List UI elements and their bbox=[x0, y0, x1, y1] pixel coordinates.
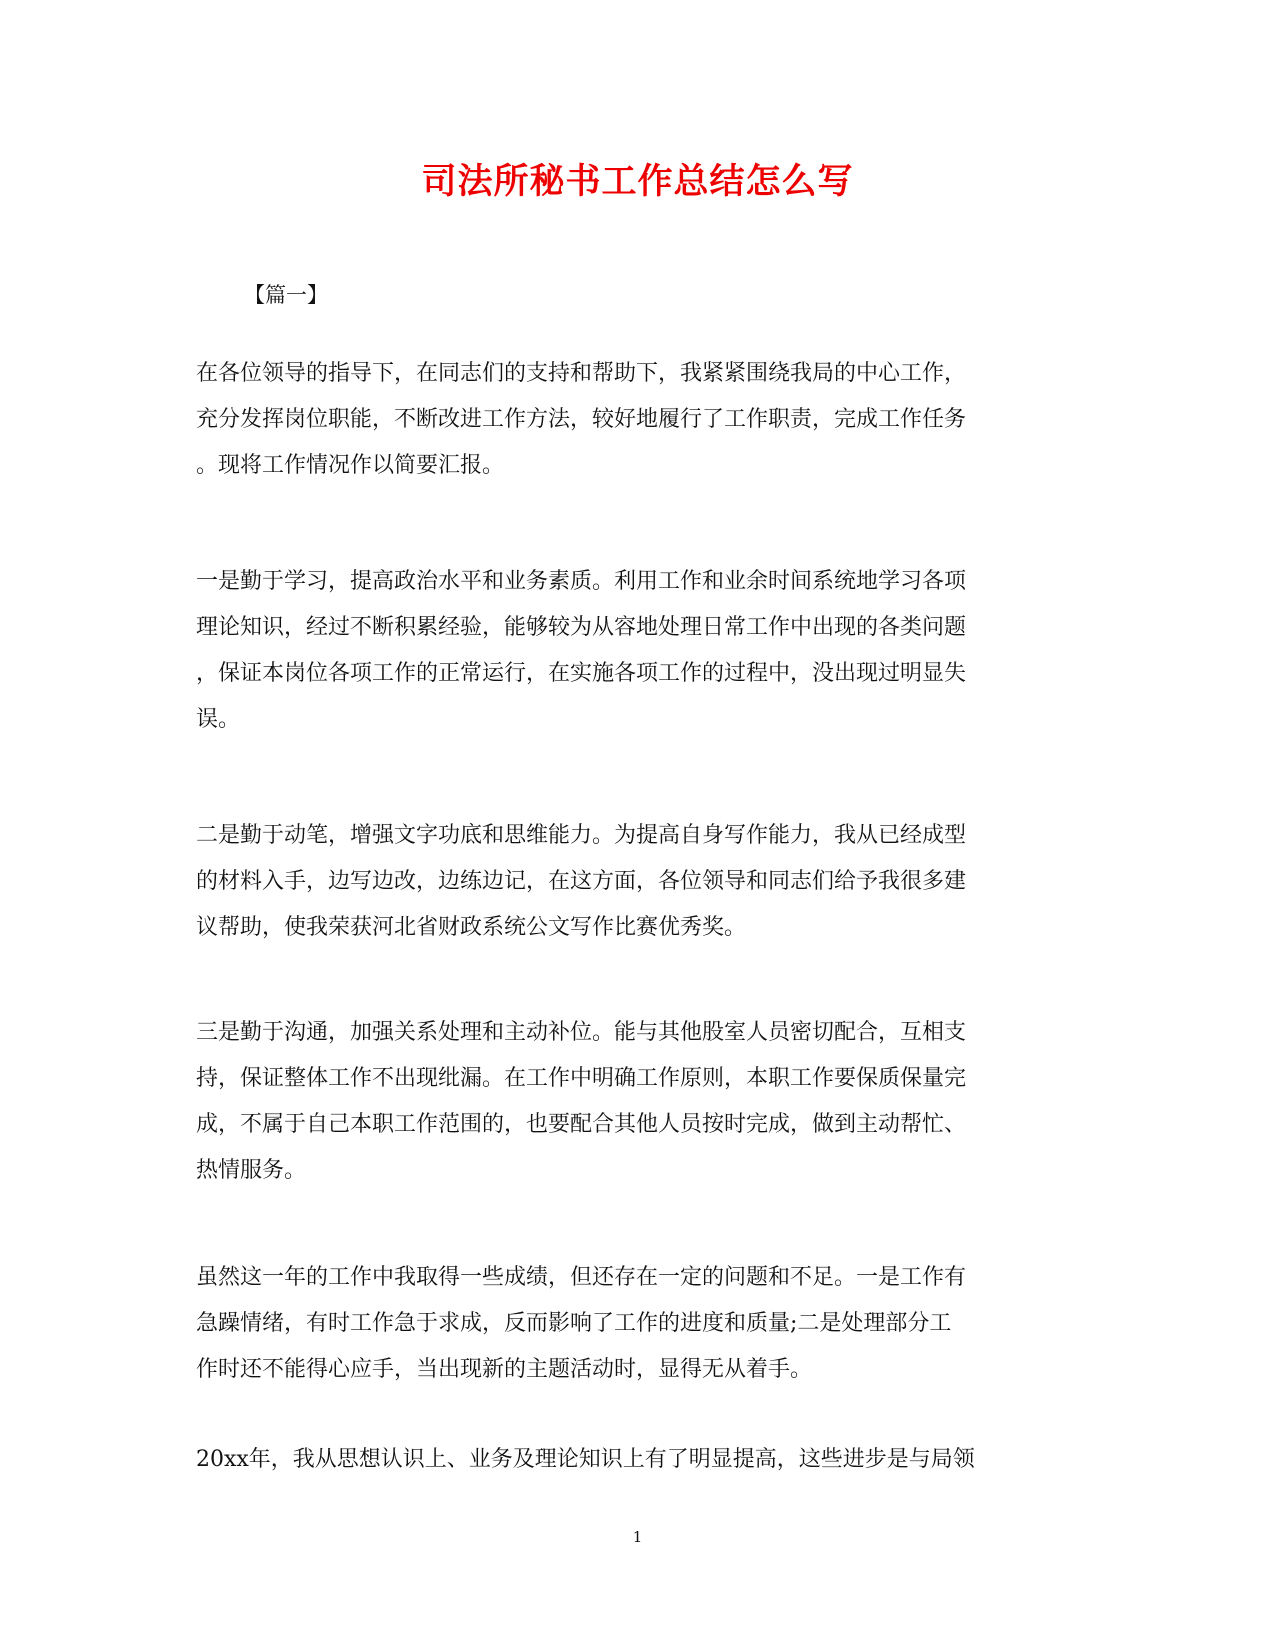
paragraph-line: 急躁情绪，有时工作急于求成，反而影响了工作的进度和质量;二是处理部分工 bbox=[196, 1311, 952, 1336]
paragraph-line: 议帮助，使我荣获河北省财政系统公文写作比赛优秀奖。 bbox=[196, 915, 747, 940]
paragraph-line: 的材料入手，边写边改，边练边记，在这方面，各位领导和同志们给予我很多建 bbox=[196, 869, 967, 894]
section-label: 【篇一】 bbox=[244, 283, 328, 307]
paragraph-line: 持，保证整体工作不出现纰漏。在工作中明确工作原则，本职工作要保质保量完 bbox=[196, 1066, 967, 1091]
paragraph-line: 成，不属于自己本职工作范围的，也要配合其他人员按时完成，做到主动帮忙、 bbox=[196, 1112, 967, 1137]
paragraph-line: 充分发挥岗位职能，不断改进工作方法，较好地履行了工作职责，完成工作任务 bbox=[196, 407, 967, 432]
paragraph-line: 。现将工作情况作以简要汇报。 bbox=[196, 453, 505, 478]
paragraph-line: 热情服务。 bbox=[196, 1158, 307, 1183]
paragraph-line: 误。 bbox=[196, 707, 241, 732]
document-title: 司法所秘书工作总结怎么写 bbox=[421, 161, 854, 202]
paragraph-line: 20xx年，我从思想认识上、业务及理论知识上有了明显提高，这些进步是与局领 bbox=[196, 1447, 975, 1472]
paragraph-line: 一是勤于学习，提高政治水平和业务素质。利用工作和业余时间系统地学习各项 bbox=[196, 569, 967, 594]
paragraph-line: 在各位领导的指导下，在同志们的支持和帮助下，我紧紧围绕我局的中心工作， bbox=[196, 361, 967, 386]
paragraph-line: 虽然这一年的工作中我取得一些成绩，但还存在一定的问题和不足。一是工作有 bbox=[196, 1265, 967, 1290]
paragraph-line: 三是勤于沟通，加强关系处理和主动补位。能与其他股室人员密切配合，互相支 bbox=[196, 1020, 967, 1045]
paragraph-line: 作时还不能得心应手，当出现新的主题活动时，显得无从着手。 bbox=[196, 1357, 813, 1382]
paragraph-line: ，保证本岗位各项工作的正常运行，在实施各项工作的过程中，没出现过明显失 bbox=[196, 661, 967, 686]
page-number: 1 bbox=[632, 1528, 643, 1546]
paragraph-line: 理论知识，经过不断积累经验，能够较为从容地处理日常工作中出现的各类问题 bbox=[196, 615, 967, 640]
paragraph-line: 二是勤于动笔，增强文字功底和思维能力。为提高自身写作能力，我从已经成型 bbox=[196, 823, 967, 848]
